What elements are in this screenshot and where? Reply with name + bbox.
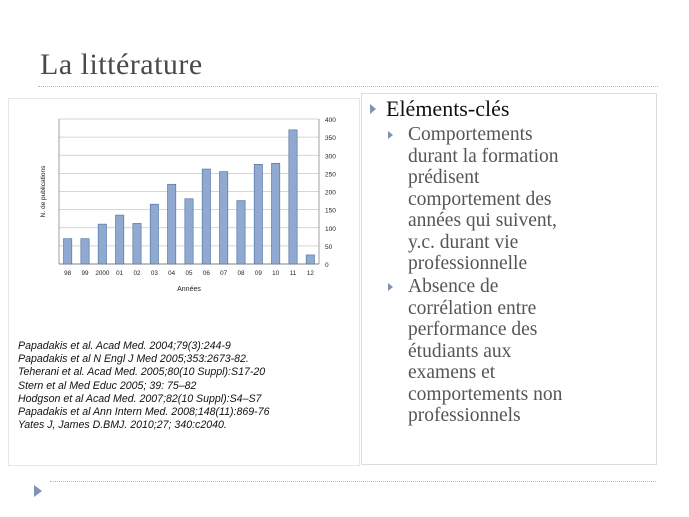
x-tick-label: 05 bbox=[185, 270, 193, 277]
x-tick-label: 01 bbox=[116, 270, 124, 277]
x-tick-label: 09 bbox=[254, 270, 262, 277]
bullet-line: étudiants aux bbox=[408, 340, 512, 362]
x-tick-label: 06 bbox=[202, 270, 210, 277]
bullet-level1-text: Eléments-clés bbox=[386, 96, 510, 121]
x-tick-label: 04 bbox=[168, 270, 176, 277]
references-list bbox=[18, 340, 348, 432]
x-tick-label: 98 bbox=[64, 270, 72, 277]
bullet-line: comportement des bbox=[408, 188, 552, 210]
reference-item: Papadakis et al N Engl J Med 2005;353:2673-82. bbox=[18, 353, 249, 366]
x-tick-label: 99 bbox=[81, 270, 89, 277]
reference-item: Papadakis et al Ann Intern Med. 2008;148(11):869-76 bbox=[18, 406, 270, 419]
bullet-line: professionnelle bbox=[408, 253, 528, 274]
bar bbox=[306, 255, 314, 264]
x-tick-label: 08 bbox=[237, 270, 245, 277]
bar bbox=[81, 239, 89, 264]
y-tick-label: 400 bbox=[325, 117, 336, 124]
bullet-line: corrélation entre bbox=[408, 297, 537, 319]
y-tick-label: 100 bbox=[325, 225, 336, 233]
bullet-triangle-icon bbox=[370, 104, 376, 114]
bullet-level1 bbox=[370, 96, 509, 122]
bullet-level2-item bbox=[388, 276, 650, 427]
bar bbox=[150, 204, 158, 264]
bullet-line: Absence de bbox=[408, 276, 499, 297]
x-tick-label: 11 bbox=[289, 270, 297, 277]
bullet-triangle-icon bbox=[388, 283, 393, 291]
bullet-line: prédisent bbox=[408, 167, 480, 188]
reference-item: Teherani et al. Acad Med. 2005;80(10 Suppl):S17-20 bbox=[18, 366, 266, 379]
footer-divider bbox=[50, 481, 656, 482]
title-divider bbox=[38, 86, 658, 87]
y-tick-label: 150 bbox=[325, 207, 336, 215]
publications-bar-chart bbox=[9, 99, 359, 329]
y-tick-label: 0 bbox=[325, 262, 329, 269]
x-tick-label: 07 bbox=[220, 270, 228, 277]
bar bbox=[237, 201, 245, 264]
bar bbox=[220, 172, 228, 264]
x-tick-label: 03 bbox=[150, 270, 158, 277]
bar bbox=[185, 199, 193, 264]
bar bbox=[202, 169, 210, 264]
bullet-line: durant la formation bbox=[408, 145, 559, 167]
bullet-line: années qui suivent, bbox=[408, 210, 557, 231]
bar bbox=[116, 215, 124, 264]
y-axis-label: N. de publications bbox=[40, 165, 47, 218]
x-tick-label: 12 bbox=[306, 270, 314, 277]
y-tick-label: 250 bbox=[325, 171, 336, 179]
x-tick-label: 10 bbox=[272, 270, 280, 277]
bullet-line: comportements non bbox=[408, 383, 563, 405]
slide-title: La littérature bbox=[40, 48, 203, 81]
bullet-line: Comportements bbox=[408, 124, 533, 145]
key-points-box bbox=[361, 93, 657, 465]
bullet-line: professionnels bbox=[408, 405, 521, 426]
bar bbox=[168, 184, 176, 264]
bar bbox=[64, 239, 72, 264]
bullet-line: y.c. durant vie bbox=[408, 231, 519, 253]
x-tick-label: 2000 bbox=[95, 270, 110, 277]
reference-item: Hodgson et al Acad Med. 2007;82(10 Suppl):S4–S7 bbox=[18, 392, 262, 405]
y-tick-label: 300 bbox=[325, 153, 336, 161]
reference-item: Stern et al Med Educ 2005; 39: 75–82 bbox=[18, 379, 197, 392]
bullet-line: performance des bbox=[408, 319, 538, 340]
slide-nav-arrow-icon[interactable] bbox=[34, 485, 42, 497]
y-tick-label: 350 bbox=[325, 135, 336, 143]
y-tick-label: 50 bbox=[325, 243, 333, 251]
bar bbox=[289, 130, 297, 264]
y-tick-label: 200 bbox=[325, 189, 336, 197]
x-axis-label: Années bbox=[177, 286, 201, 293]
x-tick-label: 02 bbox=[133, 270, 141, 277]
bar bbox=[254, 164, 262, 264]
reference-item: Papadakis et al. Acad Med. 2004;79(3):244-9 bbox=[18, 340, 231, 352]
bullet-triangle-icon bbox=[388, 131, 393, 139]
bullet-level2-item bbox=[388, 124, 650, 275]
bar bbox=[98, 224, 106, 264]
bar bbox=[272, 163, 280, 264]
reference-item: Yates J, James D.BMJ. 2010;27; 340:c2040. bbox=[18, 419, 227, 432]
bar bbox=[133, 223, 141, 264]
bullet-line: examens et bbox=[408, 362, 496, 383]
